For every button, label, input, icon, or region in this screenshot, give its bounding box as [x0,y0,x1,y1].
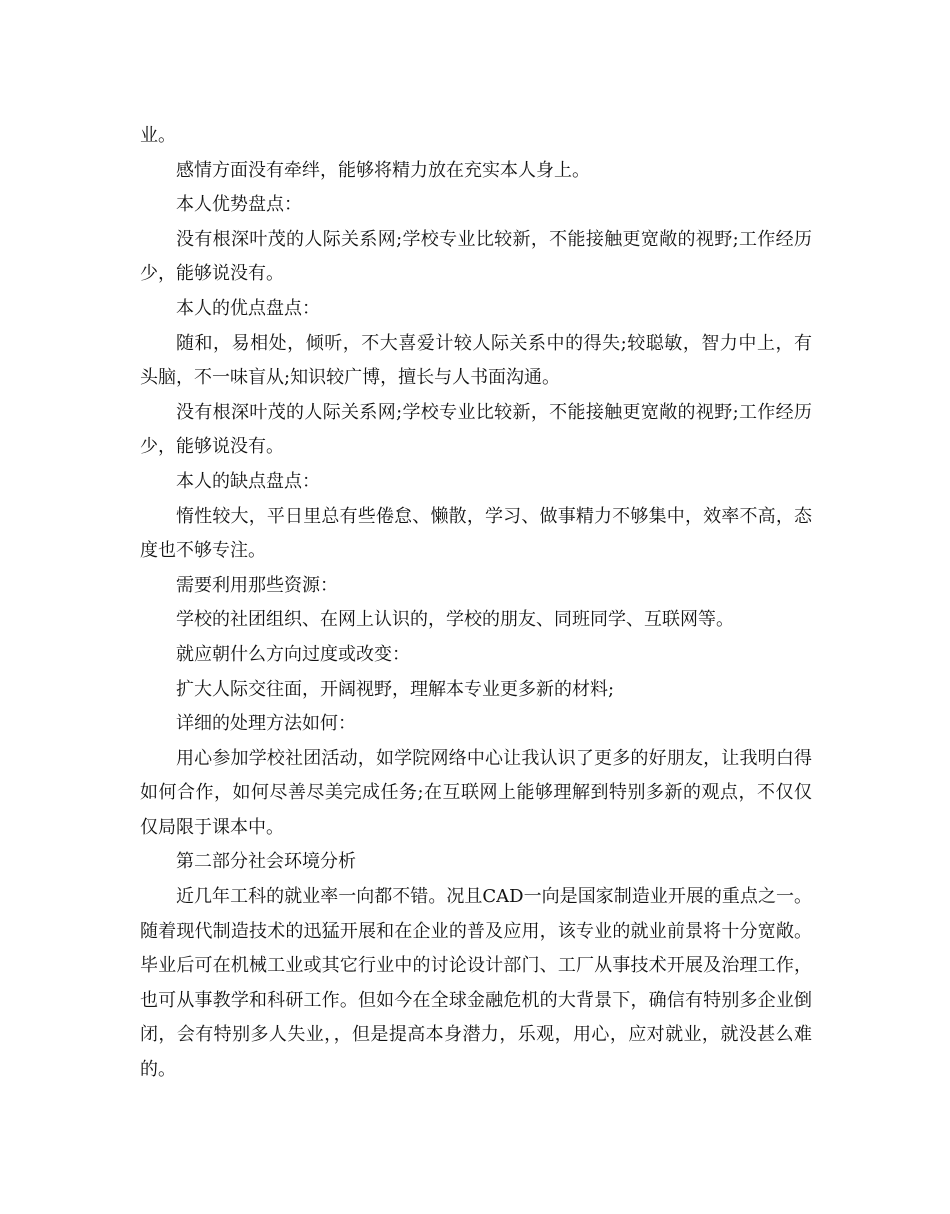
paragraph: 没有根深叶茂的人际关系网;学校专业比较新，不能接触更宽敞的视野;工作经历少，能够说没有。 [140,401,812,458]
section-heading: 详细的处理方法如何： [176,713,356,735]
paragraph: 用心参加学校社团活动，如学院网络中心让我认识了更多的好朋友，让我明白得如何合作，如何尽善尽美完成任务;在互联网上能够理解到特别多新的观点，不仅仅仅局限于课本中。 [140,747,812,838]
document-body [140,119,812,1088]
paragraph: 感情方面没有牵绊，能够将精力放在充实本人身上。 [176,159,590,181]
section-heading: 本人优势盘点： [176,194,302,216]
paragraph: 近几年工科的就业率一向都不错。况且CAD一向是国家制造业开展的重点之一。随着现代制造技术的迅猛开展和在企业的普及应用，该专业的就业前景将十分宽敞。毕业后可在机械工业或其它行业中的讨论设计部门、工厂从事技术开展及治理工作，也可从事教学和科研工作。但如今在全球金融危机的大背景下，确信有特别多企业倒闭，会有特别多人失业，，但是提高本身潜力，乐观，用心，应对就业，就没甚么难的。 [140,886,812,1081]
section-heading: 就应朝什么方向过度或改变： [176,643,410,665]
section-heading: 第二部分社会环境分析 [176,851,356,873]
paragraph: 惰性较大，平日里总有些倦怠、懒散，学习、做事精力不够集中，效率不高，态度也不够专注。 [140,505,812,562]
paragraph: 扩大人际交往面，开阔视野，理解本专业更多新的材料; [176,678,615,700]
paragraph: 业。 [140,125,176,146]
section-heading: 需要利用那些资源： [176,574,338,596]
paragraph: 学校的社团组织、在网上认识的，学校的朋友、同班同学、互联网等。 [176,609,734,631]
paragraph: 没有根深叶茂的人际关系网;学校专业比较新，不能接触更宽敞的视野;工作经历少，能够说没有。 [140,228,812,285]
section-heading: 本人的缺点盘点： [176,470,320,492]
paragraph: 随和，易相处，倾听，不大喜爱计较人际关系中的得失;较聪敏，智力中上，有头脑，不一味盲从;知识较广博，擅长与人书面沟通。 [140,332,812,389]
section-heading: 本人的优点盘点： [176,297,320,319]
